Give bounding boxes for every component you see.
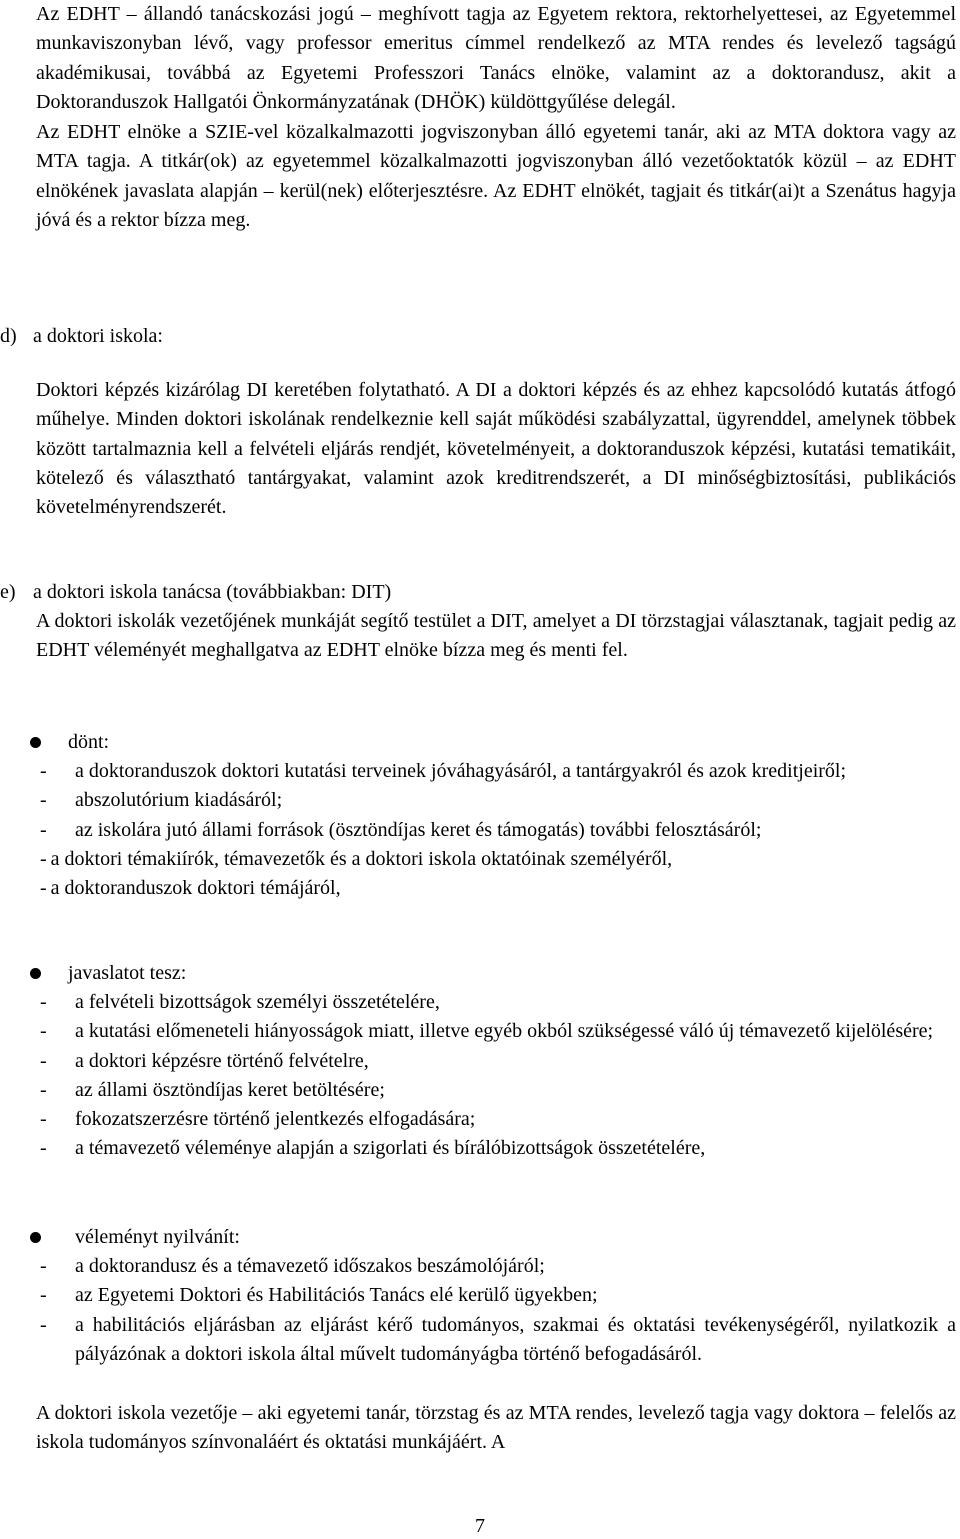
list-item-text: az Egyetemi Doktori és Habilitációs Tanács elé kerülő ügyekben; [75, 1284, 598, 1307]
bullet-icon [30, 1232, 41, 1243]
list-item-text: a felvételi bizottságok személyi összetételére, [75, 991, 440, 1013]
list-item [36, 816, 956, 845]
list-item-text: a témavezető véleménye alapján a szigorlati és bírálóbizottságok összetételére, [75, 1137, 706, 1160]
bullet-label: javaslatot tesz: [68, 962, 187, 984]
list-item-text: a doktori képzésre történő felvételre, [75, 1049, 369, 1072]
dash-marker: - [40, 789, 47, 812]
dash-marker: - [40, 818, 47, 841]
intro-paragraph-1: Az EDHT – állandó tanácskozási jogú – meghívott tagja az Egyetem rektora, rektorhelyettesei, az Egyetemmel munkaviszonyban lévő, vagy professor emeritus címmel rendelkező az MTA rendes és levelező tagságú akadémikusai, továbbá az Egyetemi Professzori Tanács elnöke, valamint az a doktorandusz, akit a Doktoranduszok Hallgatói Önkormányzatának (DHÖK) küldöttgyűlése delegál. [36, 3, 956, 113]
bullet-icon [30, 968, 41, 979]
list-item [36, 1105, 956, 1134]
section-e-body: A doktori iskolák vezetőjének munkáját segítő testület a DIT, amelyet a DI törzstagjai választanak, tagjait pedig az EDHT véleményét meghallgatva az EDHT elnöke bízza meg és menti fel. [36, 610, 956, 662]
page-number: 7 [475, 1515, 485, 1537]
section-d-letter: d) [0, 325, 17, 347]
list-item-text: abszolutórium kiadásáról; [75, 789, 283, 812]
list-item [36, 757, 956, 786]
dash-marker: - [40, 1284, 47, 1307]
list-dont [36, 757, 956, 903]
list-item-text: fokozatszerzésre történő jelentkezés elfogadására; [75, 1108, 476, 1131]
list-item-text: az állami ösztöndíjas keret betöltésére; [75, 1078, 385, 1101]
list-item-text: a doktoranduszok doktori kutatási terveinek jóváhagyásáról, a tantárgyakról és azok kreditjeiről; [75, 760, 847, 782]
list-item-text: a doktorandusz és a témavezető időszakos beszámolójáról; [75, 1255, 545, 1277]
list-item [36, 1252, 956, 1281]
closing-paragraph: A doktori iskola vezetője – aki egyetemi tanár, törzstag és az MTA rendes, levelező tagja vagy doktora – felelős az iskola tudományos színvonaláért és oktatási munkájáért. A [36, 1402, 956, 1454]
dash-marker: - [40, 1108, 47, 1131]
section-d-body: Doktori képzés kizárólag DI keretében folytatható. A DI a doktori képzés és az ehhez kapcsolódó kutatás átfogó műhelye. Minden doktori iskolának rendelkeznie kell saját működési szabályzattal, ügyrenddel, amelynek többek között tartalmaznia kell a felvételi eljárás rendjét, követelményeit, a doktoranduszok képzési, kutatási tematikáit, kötelező és választható tantárgyakat, valamint azok kreditrendszerét, a DI minőségbiztosítási, publikációs követelményrendszerét. [36, 379, 956, 519]
list-item [36, 1017, 956, 1046]
bullet-javaslatot-tesz [0, 959, 960, 989]
bullet-dont [0, 728, 960, 758]
dash-marker: - [40, 1020, 47, 1043]
list-item [36, 1134, 956, 1163]
list-velemenyt-nyilvanit [36, 1252, 956, 1369]
list-item-text: a doktoranduszok doktori témájáról, [50, 877, 341, 900]
section-d-title: a doktori iskola: [33, 325, 163, 347]
dash-marker: - [40, 1313, 47, 1336]
list-item [36, 1281, 956, 1310]
list-javaslatot-tesz [36, 988, 956, 1164]
list-item [36, 845, 956, 874]
bullet-label: véleményt nyilvánít: [75, 1226, 240, 1248]
dash-marker: - [40, 847, 47, 870]
list-item [36, 1047, 956, 1076]
dash-marker: - [40, 760, 47, 782]
bullet-icon [30, 737, 41, 748]
dash-marker: - [40, 1255, 47, 1277]
list-item-text: a habilitációs eljárásban az eljárást kérő tudományos, szakmai és oktatási tevékenységéről, nyilatkozik a pályázónak a doktori iskola által művelt tudományágba történő befogadásáról. [75, 1313, 956, 1365]
list-item-text: az iskolára jutó állami források (ösztöndíjas keret és támogatás) további felosztásáról; [75, 818, 762, 841]
dash-marker: - [40, 1078, 47, 1101]
dash-marker: - [40, 1137, 47, 1160]
list-item [36, 874, 956, 903]
dash-marker: - [40, 1049, 47, 1072]
bullet-label: dönt: [68, 731, 110, 753]
bullet-velemenyt-nyilvanit [0, 1223, 960, 1253]
list-item-text: a kutatási előmeneteli hiányosságok miatt, illetve egyéb okból szükségessé váló új témavezető kijelölésére; [75, 1020, 934, 1043]
section-d-heading [0, 322, 960, 352]
section-e-letter: e) [0, 581, 16, 603]
section-e-heading [0, 578, 960, 608]
list-item [36, 1076, 956, 1105]
intro-paragraph-2: Az EDHT elnöke a SZIE-vel közalkalmazotti jogviszonyban álló egyetemi tanár, aki az MTA doktora vagy az MTA tagja. A titkár(ok) az egyetemmel közalkalmazotti jogviszonyban álló vezetőoktatók közül – az EDHT elnökének javaslata alapján – kerül(nek) előterjesztésre. Az EDHT elnökét, tagjait és titkár(ai)t a Szenátus hagyja jóvá és a rektor bízza meg. [36, 121, 956, 231]
list-item [36, 1311, 956, 1370]
section-e-title: a doktori iskola tanácsa (továbbiakban: DIT) [33, 581, 392, 603]
dash-marker: - [40, 991, 47, 1013]
list-item-text: a doktori témakiírók, témavezetők és a doktori iskola oktatóinak személyéről, [50, 847, 673, 870]
list-item [36, 786, 956, 815]
list-item [36, 988, 956, 1017]
dash-marker: - [40, 877, 47, 900]
